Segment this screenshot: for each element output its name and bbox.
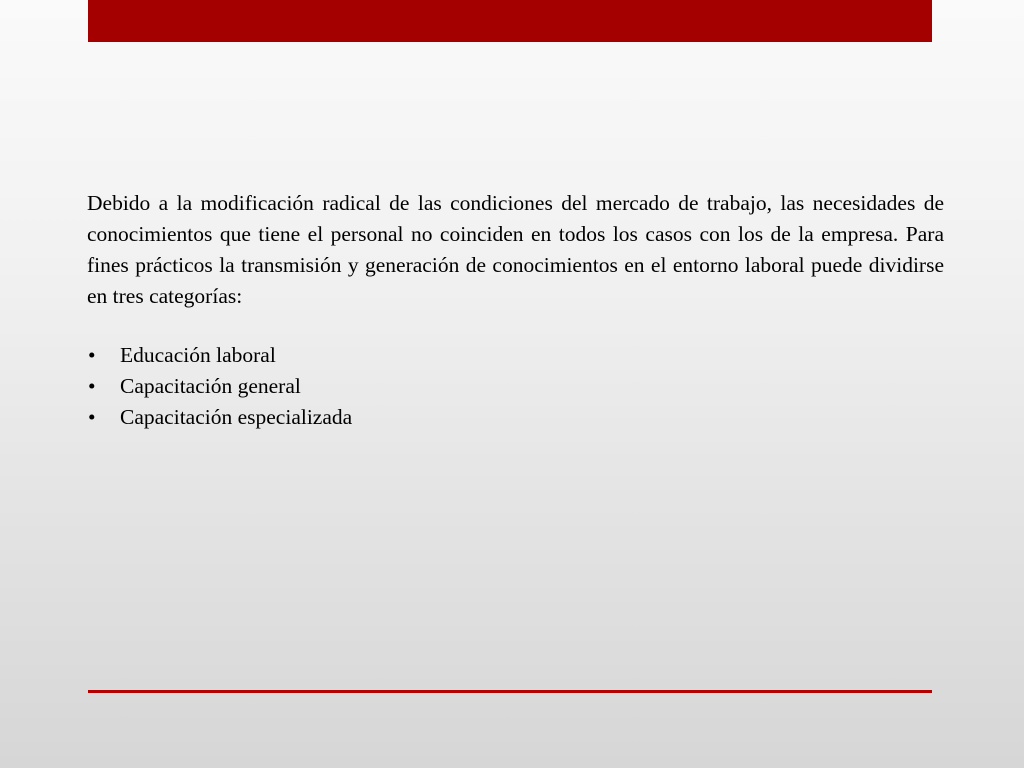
bullet-icon: • [88,343,96,367]
list-item [87,340,944,371]
bottom-divider-line [88,690,932,693]
slide-content [87,188,944,433]
list-item-label: Capacitación especializada [120,405,353,429]
bullet-icon: • [88,374,96,398]
bullet-icon: • [88,405,96,429]
list-item [87,371,944,402]
list-item-label: Capacitación general [120,374,301,398]
list-item [87,402,944,433]
intro-paragraph: Debido a la modificación radical de las condiciones del mercado de trabajo, las necesidades de conocimientos que tiene el personal no coinciden en todos los casos con los de la empresa. Para fines prácticos la transmisión y generación de conocimientos en el entorno laboral puede dividirse en tres categorías: [87,191,944,308]
top-accent-bar [88,0,932,42]
category-list [87,340,944,433]
list-item-label: Educación laboral [120,343,276,367]
